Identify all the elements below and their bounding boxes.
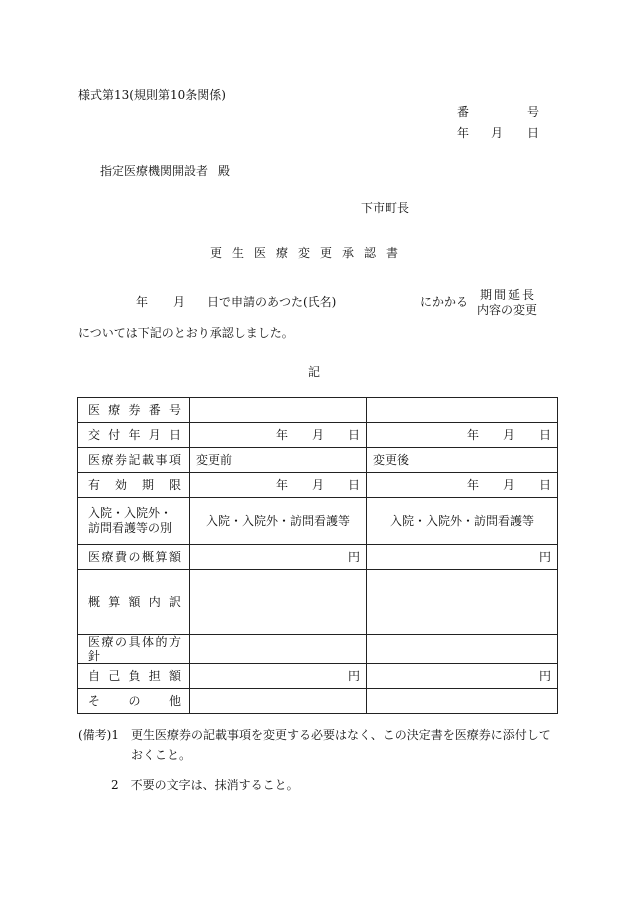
application-month-label: 月 xyxy=(173,295,186,309)
cell-after xyxy=(367,635,558,664)
row-label: その他 xyxy=(78,689,190,714)
table-row xyxy=(78,498,558,545)
application-kakaru: にかかる xyxy=(420,295,469,309)
addressee: 指定医療機関開設者 xyxy=(100,164,209,178)
ki-heading: 記 xyxy=(308,365,321,379)
option-extension: 期間延長 xyxy=(480,288,537,302)
cell-before xyxy=(190,570,367,635)
cell-before: 入院・入院外・訪問看護等 xyxy=(190,498,367,545)
table-row xyxy=(78,635,558,664)
issuer: 下市町長 xyxy=(361,201,410,215)
cell-before: 円 xyxy=(190,545,367,570)
cell-after: 円 xyxy=(367,545,558,570)
cell-after: 変更後 xyxy=(367,448,558,473)
cell-before xyxy=(190,689,367,714)
table-row xyxy=(78,448,558,473)
application-text: 日で申請のあつた(氏名) xyxy=(207,295,337,309)
table-row xyxy=(78,423,558,448)
document-title: 更生医療変更承認書 xyxy=(210,246,409,260)
note-2: 2 不要の文字は、抹消すること。 xyxy=(111,778,299,792)
cell-before xyxy=(190,398,367,423)
cell-before: 年 月 日 xyxy=(190,473,367,498)
date-month-label: 月 xyxy=(491,126,504,140)
note-1: (備考)1 更生医療券の記載事項を変更する必要はなく、この決定書を医療券に添付して xyxy=(78,728,551,742)
row-label: 医療券番号 xyxy=(78,398,190,423)
row-label: 入院・入院外・訪問看護等の別 xyxy=(78,498,190,545)
option-change: 内容の変更 xyxy=(477,303,538,317)
table-row xyxy=(78,398,558,423)
cell-before: 円 xyxy=(190,664,367,689)
cell-after xyxy=(367,570,558,635)
number-label: 番 xyxy=(457,105,470,119)
number-suffix: 号 xyxy=(527,105,540,119)
table-row xyxy=(78,545,558,570)
date-day-label: 日 xyxy=(527,126,540,140)
cell-after xyxy=(367,398,558,423)
note-1-continued: おくこと。 xyxy=(131,748,192,762)
form-number: 様式第13(規則第10条関係) xyxy=(78,88,226,102)
row-label: 自己負担額 xyxy=(78,664,190,689)
cell-after xyxy=(367,689,558,714)
application-year-label: 年 xyxy=(136,295,149,309)
cell-after: 円 xyxy=(367,664,558,689)
row-label: 医療券記載事項 xyxy=(78,448,190,473)
cell-after: 年 月 日 xyxy=(367,423,558,448)
table-row xyxy=(78,689,558,714)
row-label: 概算額内訳 xyxy=(78,570,190,635)
row-label: 有効期限 xyxy=(78,473,190,498)
approval-sentence: については下記のとおり承認しました。 xyxy=(78,326,294,340)
cell-before: 変更前 xyxy=(190,448,367,473)
cell-before: 年 月 日 xyxy=(190,423,367,448)
approval-table xyxy=(77,397,558,714)
row-label: 医療の具体的方針 xyxy=(78,635,190,664)
row-label: 交付年月日 xyxy=(78,423,190,448)
addressee-honorific: 殿 xyxy=(218,164,231,178)
cell-after: 入院・入院外・訪問看護等 xyxy=(367,498,558,545)
cell-after: 年 月 日 xyxy=(367,473,558,498)
table-row xyxy=(78,664,558,689)
row-label: 医療費の概算額 xyxy=(78,545,190,570)
cell-before xyxy=(190,635,367,664)
date-year-label: 年 xyxy=(457,126,470,140)
table-row xyxy=(78,473,558,498)
table-row xyxy=(78,570,558,635)
